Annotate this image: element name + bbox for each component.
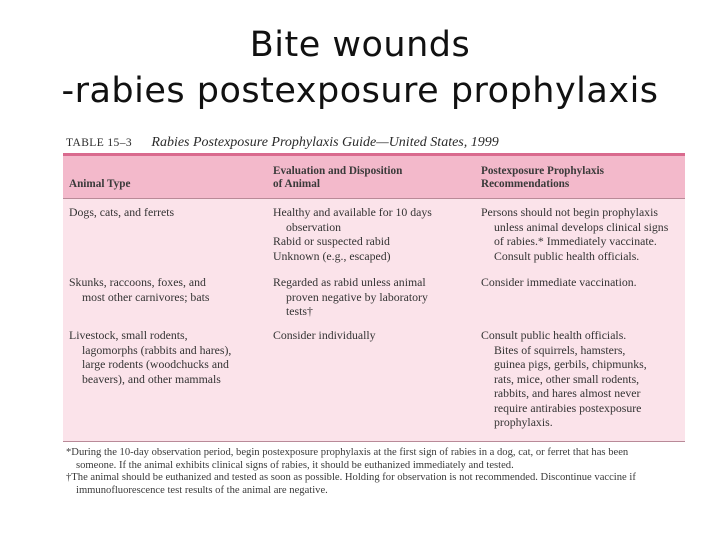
rabies-table <box>63 156 685 441</box>
row-3-animal-line: Livestock, small rodents, <box>69 328 188 342</box>
row-3-animal-line: beavers), and other mammals <box>82 371 221 386</box>
row-2-recommendation <box>481 275 637 290</box>
footnote-line: immunofluorescence test results of the animal are negative. <box>76 484 328 496</box>
row-1-recommendation-line: Persons should not begin prophylaxis <box>481 205 658 219</box>
row-1-evaluation <box>273 205 432 263</box>
row-3-evaluation-line: Consider individually <box>273 328 376 342</box>
slide-title-line-1: Bite wounds <box>249 25 471 65</box>
header-evaluation-line-1: Evaluation and Disposition <box>273 165 403 177</box>
row-3-animal <box>69 328 231 386</box>
row-3-recommendation-line: guinea pigs, gerbils, chipmunks, <box>494 357 647 371</box>
footnote-line: *During the 10-day observation period, begin postexposure prophylaxis at the first sign of rabies in a dog, cat, or ferret that has been <box>66 447 629 458</box>
row-2-animal-line: most other carnivores; bats <box>82 289 210 304</box>
row-3-recommendation-line: Consult public health officials. <box>481 328 627 342</box>
footnote-line: someone. If the animal exhibits clinical signs of rabies, it should be euthanized immediately and tested. <box>76 459 514 471</box>
row-2-evaluation-line: Regarded as rabid unless animal <box>273 275 426 289</box>
row-1-evaluation-line: observation <box>286 219 342 234</box>
row-1-evaluation-line: Healthy and available for 10 days <box>273 205 432 219</box>
row-3-recommendation-line: rabbits, and hares almost never <box>494 386 641 400</box>
header-recommendations-line-1: Postexposure Prophylaxis <box>481 165 604 177</box>
row-2-recommendation-line: Consider immediate vaccination. <box>481 275 637 289</box>
row-1-animal-line: Dogs, cats, and ferrets <box>69 205 175 219</box>
row-3-recommendation-line: rats, mice, other small rodents, <box>494 371 640 386</box>
row-3-recommendation-line: prophylaxis. <box>494 415 553 429</box>
table-caption <box>66 134 706 151</box>
row-2-evaluation-line: proven negative by laboratory <box>286 289 428 304</box>
row-1-recommendation-line: of rabies.* Immediately vaccinate. <box>494 234 657 248</box>
row-3-animal-line: lagomorphs (rabbits and hares), <box>82 342 232 357</box>
header-recommendations <box>481 165 604 191</box>
row-2-evaluation <box>273 275 428 319</box>
row-1-evaluation-line: Rabid or suspected rabid <box>273 234 390 248</box>
row-3-recommendation-line: require antirabies postexposure <box>494 400 642 415</box>
header-animal-type-text: Animal Type <box>69 178 131 190</box>
header-recommendations-line-2: Recommendations <box>481 178 570 190</box>
row-1-recommendation <box>481 205 668 263</box>
table-bottom-rule <box>63 441 685 442</box>
table-caption-text: Rabies Postexposure Prophylaxis Guide—United States, 1999 <box>151 135 499 150</box>
row-2-evaluation-line: tests† <box>286 304 313 318</box>
row-3-recommendation <box>481 328 647 430</box>
footnote-line: †The animal should be euthanized and tested as soon as possible. Holding for observation is not recommended. Discontinue vaccine if <box>66 472 636 484</box>
row-3-evaluation <box>273 328 376 343</box>
row-1-recommendation-line: Consult public health officials. <box>494 248 640 263</box>
table-number: TABLE 15–3 <box>66 137 133 149</box>
row-1-recommendation-line: unless animal develops clinical signs <box>494 219 669 234</box>
header-evaluation-line-2: of Animal <box>273 178 320 190</box>
row-1-evaluation-line: Unknown (e.g., escaped) <box>273 248 391 263</box>
row-3-recommendation-line: Bites of squirrels, hamsters, <box>494 342 626 357</box>
row-3-animal-line: large rodents (woodchucks and <box>82 357 229 371</box>
header-evaluation <box>273 165 402 191</box>
row-2-animal <box>69 275 209 304</box>
slide-title-line-2: -rabies postexposure prophylaxis <box>61 71 659 111</box>
row-2-animal-line: Skunks, raccoons, foxes, and <box>69 275 206 289</box>
slide-title <box>0 22 720 114</box>
table-footnotes <box>66 447 696 497</box>
header-animal-type <box>69 178 130 191</box>
row-1-animal <box>69 205 174 220</box>
table-header-rule <box>63 198 685 199</box>
